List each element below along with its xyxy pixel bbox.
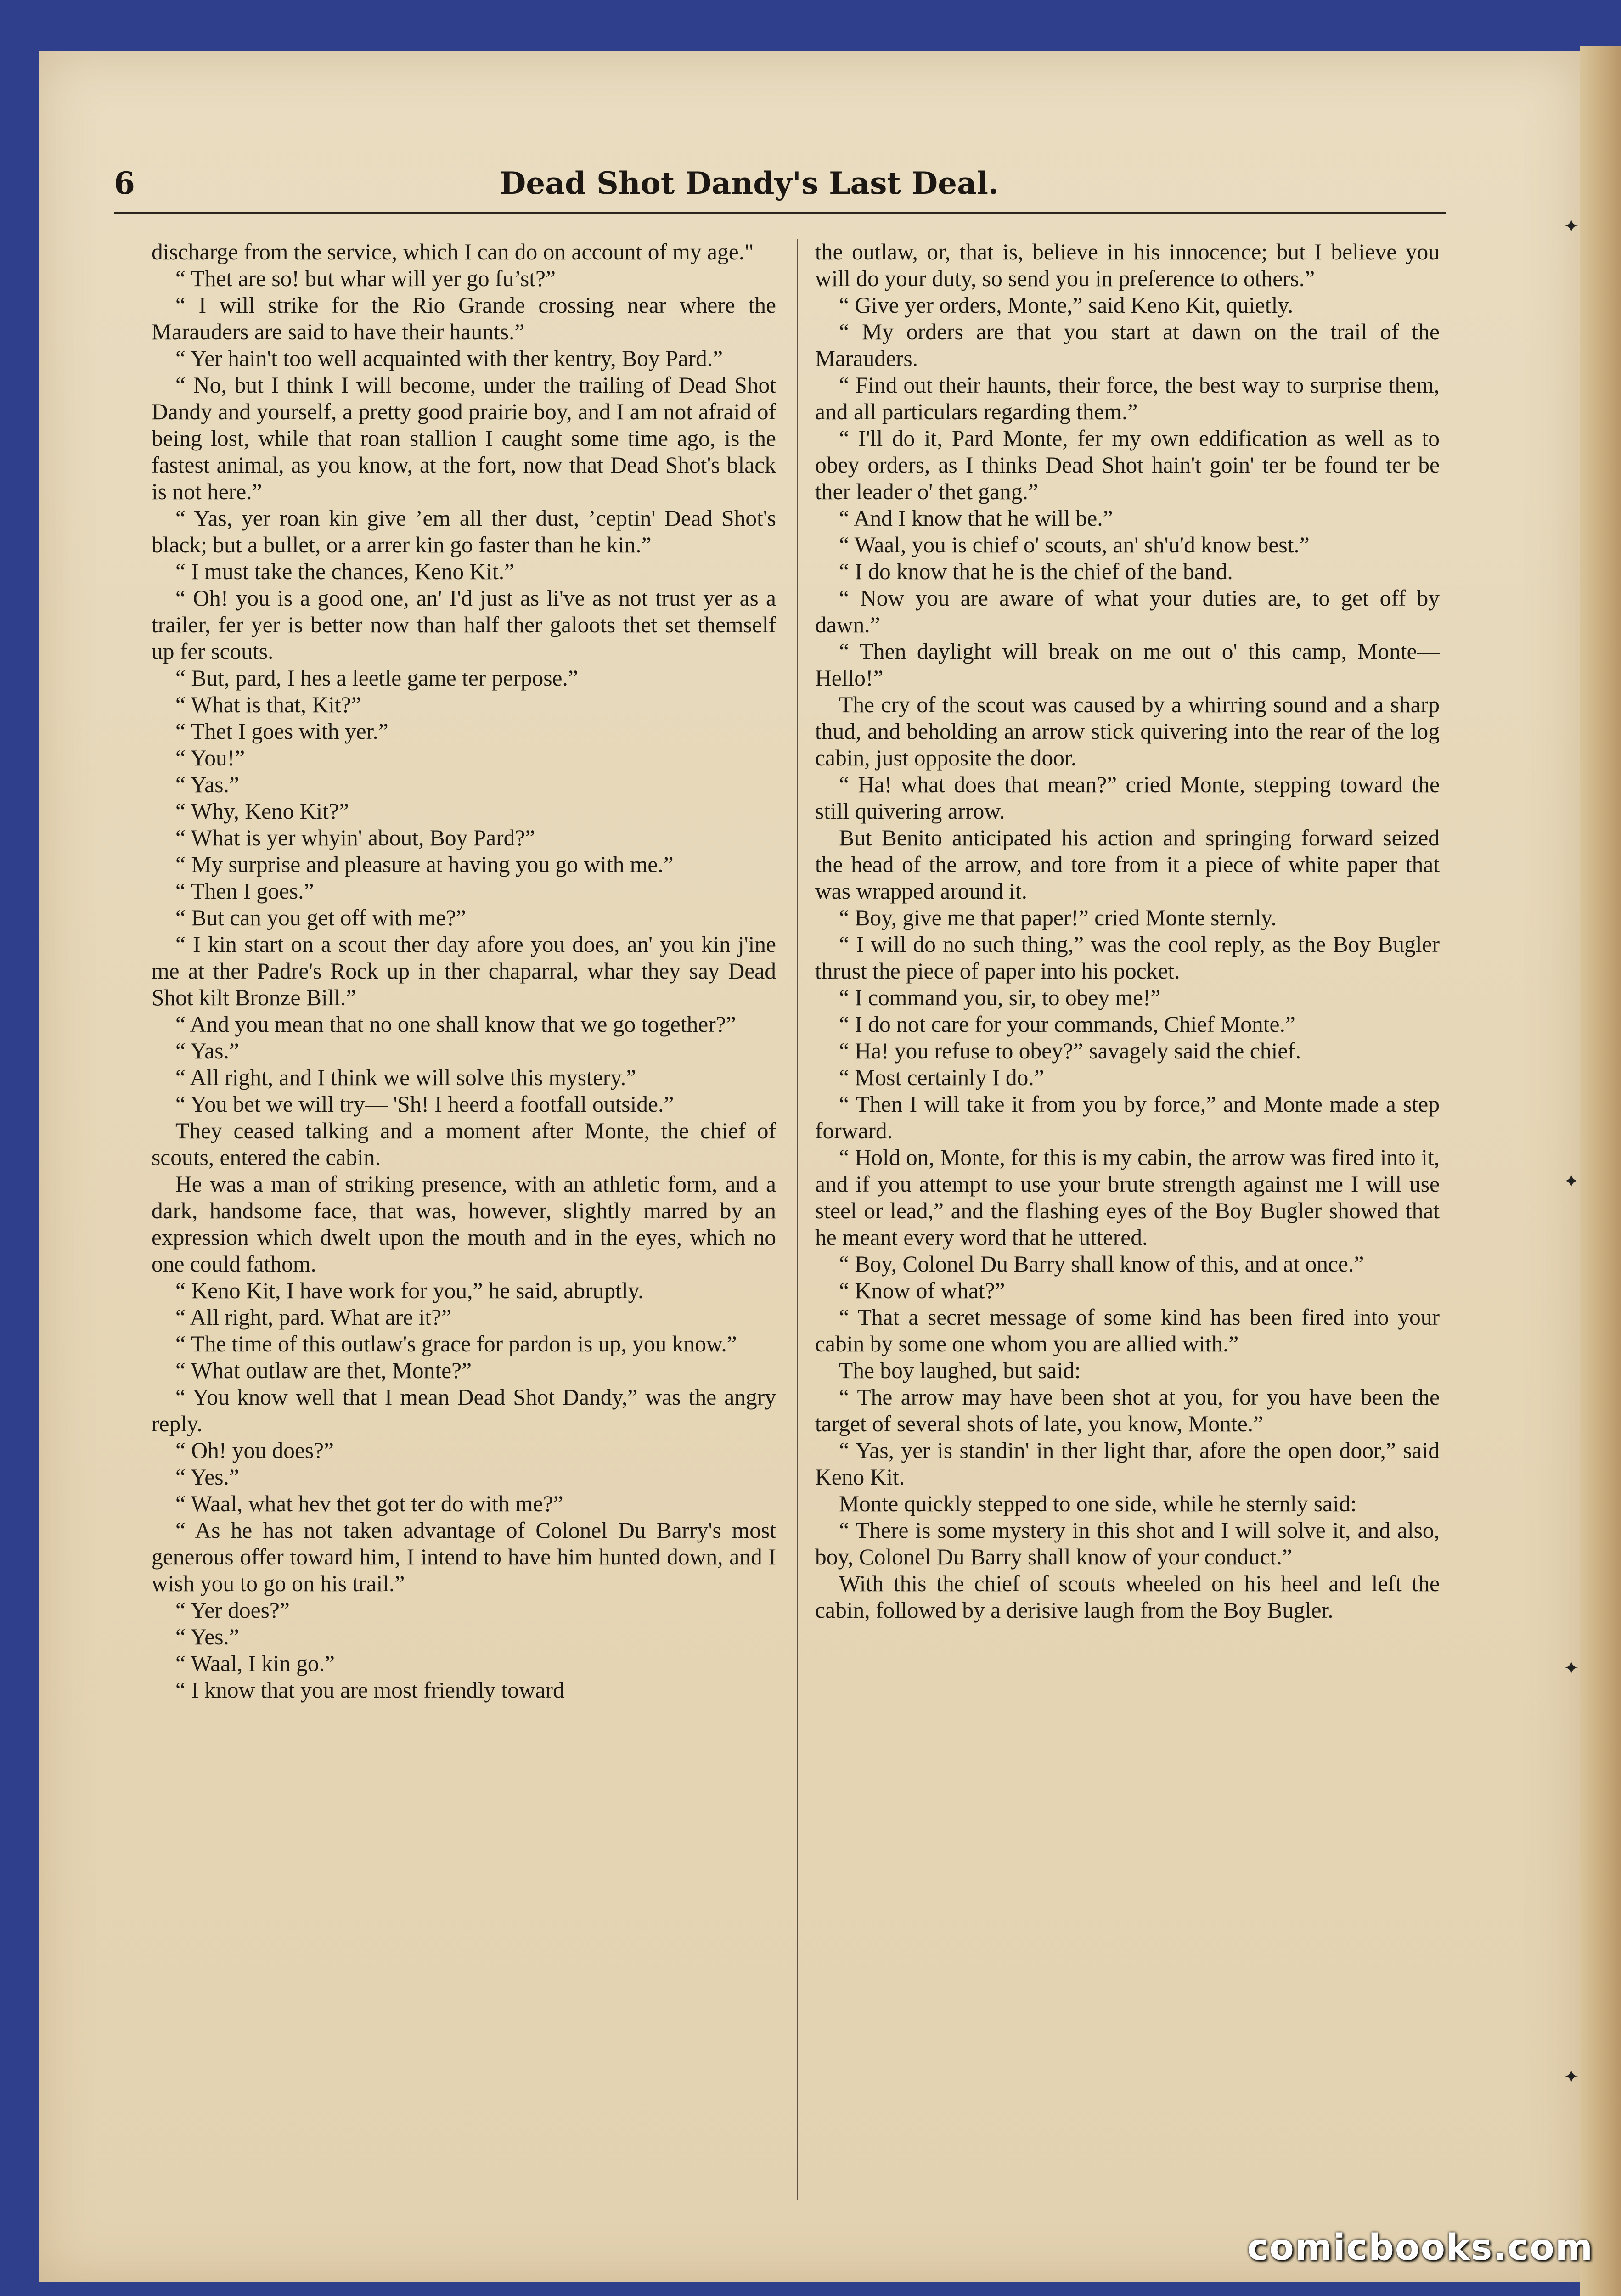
paragraph: “ As he has not taken advantage of Colonel Du Barry's most generous offer toward him, I intend to have him hunted down, and I wish you to go on his trail.” [152, 1518, 776, 1596]
header-rule [114, 212, 1446, 214]
paragraph: The cry of the scout was caused by a whirring sound and a sharp thud, and beholding an arrow stick quivering into the rear of the log cabin, just opposite the door. [815, 692, 1440, 771]
paragraph: “ Then daylight will break on me out o' this camp, Monte— Hello!” [815, 639, 1440, 691]
page-number: 6 [114, 165, 135, 201]
paragraph: “ But can you get off with me?” [175, 905, 466, 930]
paragraph: “ Most certainly I do.” [839, 1065, 1044, 1090]
paragraph: “ Boy, Colonel Du Barry shall know of this, and at once.” [839, 1251, 1364, 1277]
paragraph: “ The arrow may have been shot at you, for you have been the target of several shots of late, you know, Monte.” [815, 1384, 1440, 1436]
paragraph: “ Give yer orders, Monte,” said Keno Kit, quietly. [839, 293, 1294, 318]
paragraph: “ I will do no such thing,” was the cool reply, as the Boy Bugler thrust the piece of paper into his pocket. [815, 932, 1440, 984]
paragraph: “ Then I goes.” [175, 878, 314, 904]
paragraph: “ Hold on, Monte, for this is my cabin, the arrow was fired into it, and if you attempt to use your brute strength against me I will use steel or lead,” and the flashing eyes of the Boy Bugler showed that he meant every word that he uttered. [815, 1145, 1440, 1250]
paragraph: “ Now you are aware of what your duties are, to get off by dawn.” [815, 585, 1440, 637]
paragraph: “ But, pard, I hes a leetle game ter perpose.” [175, 665, 578, 691]
paragraph: “ Yer hain't too well acquainted with ther kentry, Boy Pard.” [175, 346, 723, 371]
paragraph: “ Know of what?” [839, 1278, 1005, 1303]
paragraph: “ And I know that he will be.” [839, 506, 1113, 531]
paragraph: “ Find out their haunts, their force, the best way to surprise them, and all particulars regarding them.” [815, 372, 1440, 424]
paragraph: “ Keno Kit, I have work for you,” he said, abruptly. [175, 1278, 644, 1303]
paragraph: “ I'll do it, Pard Monte, fer my own eddification as well as to obey orders, as I thinks Dead Shot hain't goin' ter be found ter be ther leader o' thet gang.” [815, 426, 1440, 504]
paragraph: With this the chief of scouts wheeled on his heel and left the cabin, followed by a derisive laugh from the Boy Bugler. [815, 1571, 1440, 1623]
paragraph: “ What outlaw are thet, Monte?” [175, 1358, 472, 1383]
paragraph: “ Yas.” [175, 772, 239, 797]
paragraph: “ I command you, sir, to obey me!” [839, 985, 1161, 1010]
paragraph: They ceased talking and a moment after Monte, the chief of scouts, entered the cabin. [152, 1118, 776, 1170]
paragraph: “ Oh! you does?” [175, 1438, 334, 1463]
paragraph: “ Boy, give me that paper!” cried Monte sternly. [839, 905, 1277, 930]
paragraph: “ You!” [175, 745, 245, 771]
paragraph: “ Then I will take it from you by force,” and Monte made a step forward. [815, 1092, 1440, 1143]
paragraph: “ The time of this outlaw's grace for pardon is up, you know.” [175, 1331, 737, 1356]
paragraph: “ I will strike for the Rio Grande crossing near where the Marauders are said to have their haunts.” [152, 293, 776, 344]
binding-stitch-mark: ✦ [1564, 216, 1579, 236]
paragraph: But Benito anticipated his action and springing forward seized the head of the arrow, and tore from it a piece of white paper that was wrapped around it. [815, 825, 1440, 904]
paragraph: “ I do not care for your commands, Chief Monte.” [839, 1012, 1295, 1037]
paragraph: “ No, but I think I will become, under the trailing of Dead Shot Dandy and yourself, a pretty good prairie boy, and I am not afraid of being lost, while that roan stallion I caught some time ago, is the fastest animal, as you know, at the fort, now that Dead Shot's black is not here.” [152, 372, 776, 504]
paragraph: “ Yes.” [175, 1464, 239, 1490]
paragraph: the outlaw, or, that is, believe in his innocence; but I believe you will do your duty, so send you in preference to others.” [815, 239, 1440, 291]
paragraph: “ Ha! you refuse to obey?” savagely said the chief. [839, 1038, 1301, 1064]
paragraph: “ That a secret message of some kind has been fired into your cabin by some one whom you are allied with.” [815, 1305, 1440, 1356]
binding-stitch-mark: ✦ [1564, 2066, 1579, 2087]
paragraph: “ And you mean that no one shall know that we go together?” [175, 1012, 736, 1037]
paragraph: “ I know that you are most friendly toward [175, 1677, 564, 1703]
paragraph: “ Thet I goes with yer.” [175, 719, 388, 744]
paragraph: “ You bet we will try— 'Sh! I heerd a footfall outside.” [175, 1092, 674, 1117]
site-watermark: comicbooks.com [1247, 2227, 1593, 2268]
paragraph: “ I kin start on a scout ther day afore you does, an' you kin j'ine me at ther Padre's Rock up in ther chaparral, whar they say Dead Shot kilt Bronze Bill.” [152, 932, 776, 1010]
adjacent-page-edge [1580, 46, 1621, 2296]
paragraph: The boy laughed, but said: [839, 1358, 1081, 1383]
paragraph: “ What is that, Kit?” [175, 692, 361, 717]
paragraph: “ My surprise and pleasure at having you go with me.” [175, 852, 674, 877]
column-divider [797, 239, 798, 2200]
paragraph: “ Oh! you is a good one, an' I'd just as li've as not trust yer as a trailer, fer yer is better now than half ther galoots thet set themself up fer scouts. [152, 585, 776, 664]
paragraph: “ All right, and I think we will solve this mystery.” [175, 1065, 636, 1090]
paragraph: “ Waal, you is chief o' scouts, an' sh'u'd know best.” [839, 532, 1310, 557]
paragraph: “ Ha! what does that mean?” cried Monte, stepping toward the still quivering arrow. [815, 772, 1440, 824]
text-column-right [815, 239, 1440, 2204]
paragraph: “ Waal, what hev thet got ter do with me?” [175, 1491, 563, 1516]
paragraph: “ Yas, yer is standin' in ther light thar, afore the open door,” said Keno Kit. [815, 1438, 1440, 1490]
paragraph: “ Why, Keno Kit?” [175, 799, 349, 824]
paragraph: “ Yas.” [175, 1038, 239, 1064]
running-title: Dead Shot Dandy's Last Deal. [500, 165, 999, 201]
text-column-left [152, 239, 776, 2204]
binding-stitch-mark: ✦ [1564, 1171, 1579, 1192]
paragraph: “ Waal, I kin go.” [175, 1651, 335, 1676]
paragraph: “ I must take the chances, Keno Kit.” [175, 559, 515, 584]
paragraph: “ My orders are that you start at dawn on the trail of the Marauders. [815, 319, 1440, 371]
running-header [114, 156, 1446, 220]
paragraph: He was a man of striking presence, with an athletic form, and a dark, handsome face, that was, however, slightly marred by an expression which dwelt upon the mouth and in the eyes, which no one could fathom. [152, 1171, 776, 1277]
paragraph: “ Yes.” [175, 1624, 239, 1649]
paragraph: “ What is yer whyin' about, Boy Pard?” [175, 825, 535, 850]
paragraph: “ Yer does?” [175, 1598, 290, 1623]
paragraph: “ All right, pard. What are it?” [175, 1305, 452, 1330]
paragraph: “ I do know that he is the chief of the band. [839, 559, 1233, 584]
binding-stitch-mark: ✦ [1564, 1658, 1579, 1678]
paragraph: “ You know well that I mean Dead Shot Dandy,” was the angry reply. [152, 1384, 776, 1436]
paragraph: Monte quickly stepped to one side, while he sternly said: [839, 1491, 1357, 1516]
paragraph: “ Thet are so! but whar will yer go fu’st?” [175, 266, 556, 291]
paragraph: “ There is some mystery in this shot and I will solve it, and also, boy, Colonel Du Barry shall know of your conduct.” [815, 1518, 1440, 1570]
paragraph: discharge from the service, which I can do on account of my age." [152, 239, 754, 264]
paragraph: “ Yas, yer roan kin give ’em all ther dust, ’ceptin' Dead Shot's black; but a bullet, or a arrer kin go faster than he kin.” [152, 506, 776, 557]
